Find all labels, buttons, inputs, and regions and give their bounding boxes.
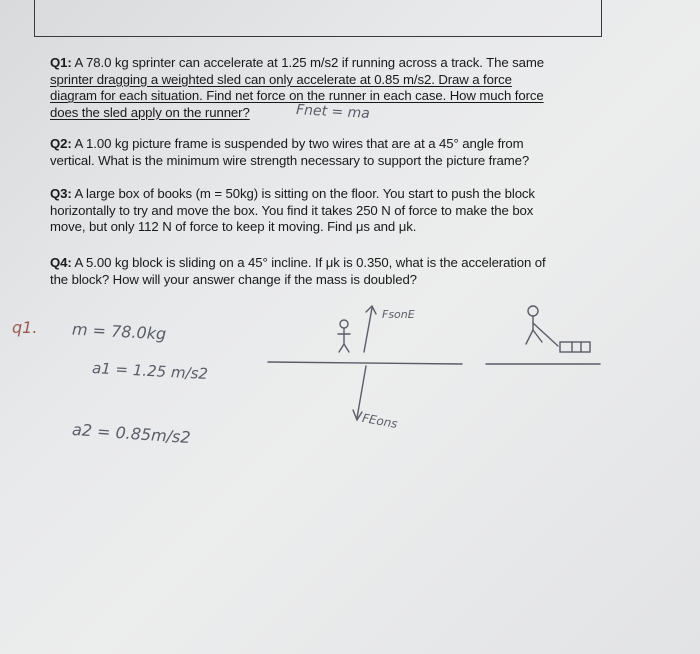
q4-line-2: the block? How will your answer change if the mass is doubled? (50, 271, 417, 287)
handwritten-fnet-equation: Fnet = ma (295, 102, 371, 122)
handwritten-accel-2: a2 = 0.85m/s2 (71, 419, 192, 448)
q1-line-4: does the sled apply on the runner? (50, 104, 250, 120)
q4-line-1: A 5.00 kg block is sliding on a 45° incline. If μk is 0.350, what is the acceleration of (71, 255, 546, 270)
runner-with-sled-icon (526, 306, 590, 352)
stick-figure-icon (338, 320, 350, 352)
handwritten-force-sled-on-runner: FsonE (382, 308, 415, 321)
handwritten-q1-label: q1. (12, 318, 38, 337)
handwritten-mass: m = 78.0kg (71, 319, 167, 344)
ground-line (268, 362, 462, 364)
q1-line-3: diagram for each situation. Find net force on the runner in each case. How much force (50, 88, 544, 103)
q1-line-1: A 78.0 kg sprinter can accelerate at 1.25 m/s2 if running across a track. The same (71, 55, 545, 70)
q3-line-3: move, but only 112 N of force to keep it moving. Find μs and μk. (50, 219, 417, 234)
handwritten-accel-1: a1 = 1.25 m/s2 (91, 358, 209, 384)
force-arrow-down (357, 366, 366, 418)
q2-line-1: A 1.00 kg picture frame is suspended by two wires that are at a 45° angle from (71, 136, 524, 151)
q1-line-2: sprinter dragging a weighted sled can only accelerate at 0.85 m/s2. Draw a force (50, 71, 512, 87)
q2-line-2: vertical. What is the minimum wire strength necessary to support the picture frame? (50, 152, 530, 168)
q3-line-1: A large box of books (m = 50kg) is sitting on the floor. You start to push the block (71, 186, 535, 201)
q4-label: Q4: (50, 255, 72, 270)
q2-label: Q2: (50, 136, 72, 151)
handwritten-force-earth-on-sled: FEons (361, 411, 399, 431)
force-arrow-up (364, 308, 372, 352)
q1-label: Q1: (50, 55, 72, 70)
q3-label: Q3: (50, 186, 72, 201)
q3-line-2: horizontally to try and move the box. You find it takes 250 N of force to make the box (50, 202, 534, 218)
